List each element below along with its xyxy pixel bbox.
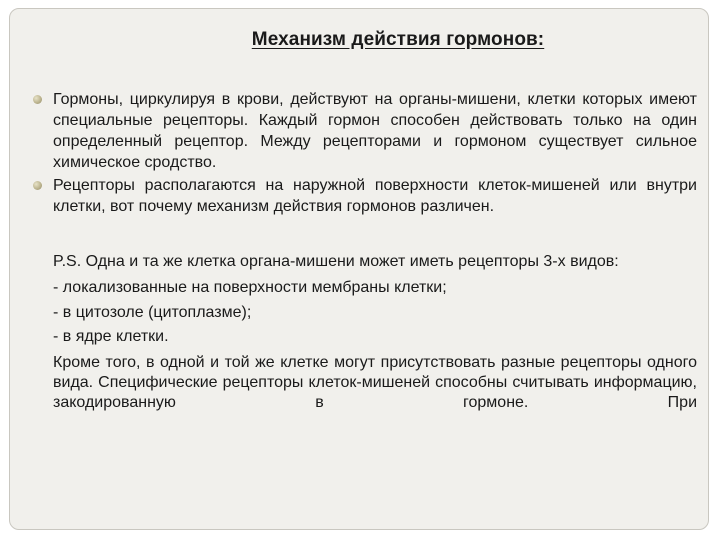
bullet-text: Гормоны, циркулируя в крови, действуют на органы-мишени, клетки которых имеют специальные рецепторы. Каждый гормон способен действовать только на один определенный рецептор. Между рецепторами и гормоном существует сильное химическое сродство. (53, 91, 697, 171)
ps-list-item: - в ядре клетки. (53, 328, 169, 345)
ps-note (53, 252, 697, 413)
ps-list-item: - локализованные на поверхности мембраны клетки; (53, 279, 447, 296)
ps-intro: P.S. Одна и та же клетка органа-мишени может иметь рецепторы 3-х видов: (53, 253, 619, 270)
bullet-list (33, 89, 697, 219)
bullet-item (33, 175, 697, 217)
slide (9, 8, 709, 530)
bullet-text: Рецепторы располагаются на наружной поверхности клеток-мишеней или внутри клетки, вот почему механизм действия гормонов различен. (53, 177, 697, 215)
bullet-item (33, 89, 697, 173)
slide-title: Механизм действия гормонов: (251, 29, 545, 50)
ps-outro: Кроме того, в одной и той же клетке могут присутствовать разные рецепторы одного вида. Специфические рецепторы клеток-мишеней способны считывать информацию, закодированную в гормоне. При (53, 353, 697, 411)
bullet-dot-icon (33, 181, 42, 190)
ps-list-item: - в цитозоле (цитоплазме); (53, 303, 252, 321)
bullet-dot-icon (33, 95, 42, 104)
